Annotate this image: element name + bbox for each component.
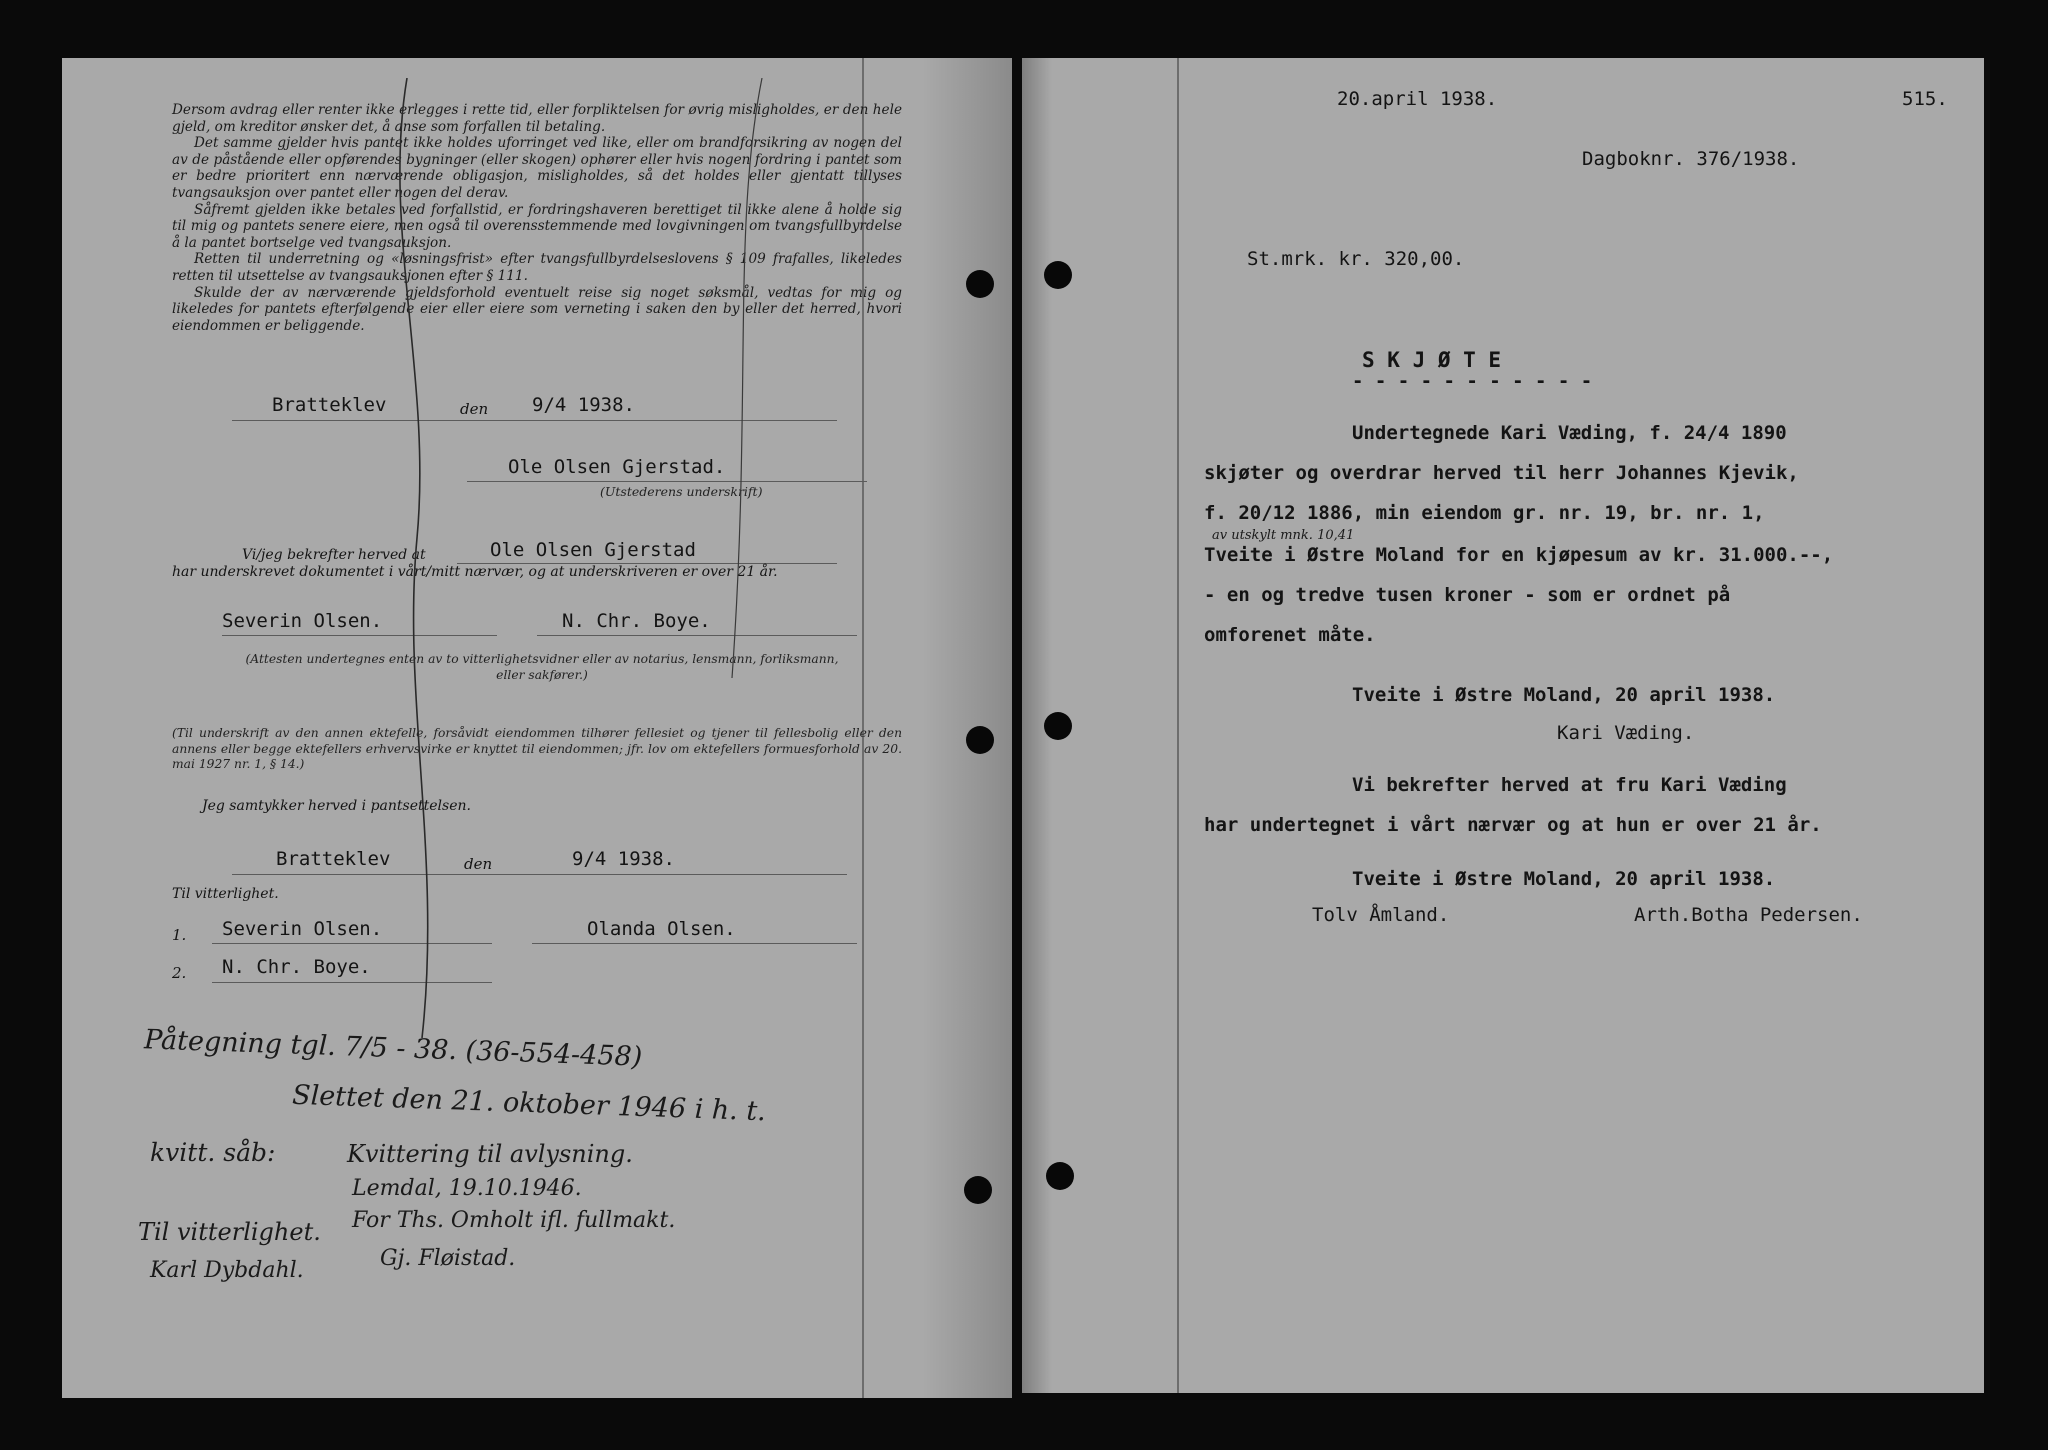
- witness-name-1: Tolv Åmland.: [1312, 904, 1450, 926]
- attest-statement: har underskrevet dokumentet i vårt/mitt nærvær, og at underskriveren er over 21 år.: [172, 564, 778, 580]
- deed-line: - en og tredve tusen kroner - som er ordnet på: [1204, 584, 1731, 606]
- handwritten-witness-label: Til vitterlighet.: [138, 1218, 321, 1246]
- deed-line: Undertegnede Kari Væding, f. 24/4 1890: [1352, 422, 1787, 444]
- confirm-line: Vi bekrefter herved at fru Kari Væding: [1352, 774, 1787, 796]
- punch-hole: [1044, 712, 1072, 740]
- handwritten-authorization: For Ths. Omholt ifl. fullmakt.: [352, 1208, 676, 1233]
- terms-paragraph: Skulde der av nærværende gjeldsforhold eventuelt reise sig noget søksmål, vedtas for mig og likeledes for pantets efterfølgende eier eller eiere som verneting i saken den by eller det herred, hvori eiendommen er beliggende.: [172, 284, 902, 334]
- left-page: [62, 58, 1012, 1398]
- punch-hole: [966, 726, 994, 754]
- title-underline: - - - - - - - - - - -: [1352, 370, 1593, 392]
- handwritten-note: kvitt. såb:: [150, 1138, 276, 1167]
- deed-line: skjøter og overdrar herved til herr Johannes Kjevik,: [1204, 462, 1799, 484]
- punch-hole: [964, 1176, 992, 1204]
- consent-statement: Jeg samtykker herved i pantsettelsen.: [202, 798, 471, 814]
- printed-terms: [172, 102, 902, 334]
- punch-hole: [1046, 1162, 1074, 1190]
- place-date: Tveite i Østre Moland, 20 april 1938.: [1352, 684, 1776, 706]
- handwritten-witness-signature: Karl Dybdahl.: [150, 1258, 304, 1283]
- handwritten-insertion: av utskylt mnk. 10,41: [1212, 528, 1355, 543]
- terms-paragraph: Retten til underretning og «løsningsfrist» efter tvangsfullbyrdelseslovens § 109 frafalles, likeledes retten til utsettelse av tvangsauksjonen efter § 111.: [172, 251, 902, 284]
- stamp-fee: St.mrk. kr. 320,00.: [1247, 248, 1465, 270]
- page-number: 515.: [1902, 88, 1948, 110]
- signer-name: Kari Væding.: [1557, 722, 1695, 744]
- spouse-note: (Til underskrift av den annen ektefelle, forsåvidt eiendommen tilhører fellesiet og tjener til fellesbolig eller den annens eller begge ektefellers erhvervsvirke er knyttet til eiendommen; jfr. lov om ektefellers formuesforhold av 20. mai 1927 nr. 1, § 14.): [172, 726, 902, 771]
- date-field-2: 9/4 1938.: [572, 848, 675, 870]
- date-header: 20.april 1938.: [1337, 88, 1498, 110]
- terms-paragraph: Dersom avdrag eller renter ikke erlegges i rette tid, eller forpliktelsen for øvrig misligholdes, er den hele gjeld, om kreditor ønsker det, å anse som forfallen til betaling.: [172, 102, 902, 135]
- terms-paragraph: Såfremt gjelden ikke betales ved forfallstid, er fordringshaveren berettiget til ikke alene å holde sig til mig og pantets senere eiere, men også til overensstemmende med lovgivningen om tvangsfullbyrdelse å la pantet bortselge ved tvangsauksjon.: [172, 201, 902, 251]
- handwritten-endorsement: Påtegning tgl. 7/5 - 38. (36-554-458): [143, 1024, 643, 1073]
- vitne-signature-2: N. Chr. Boye.: [222, 956, 371, 978]
- place-field-2: Bratteklev: [276, 848, 391, 870]
- issuer-caption: (Utstederens underskrift): [600, 484, 763, 499]
- handwritten-signature: Gj. Fløistad.: [380, 1246, 516, 1271]
- handwritten-place-date: Lemdal, 19.10.1946.: [352, 1176, 582, 1201]
- witness-number-1: 1.: [172, 926, 187, 944]
- dagbok-number: Dagboknr. 376/1938.: [1582, 148, 1800, 170]
- fill-line: [537, 635, 857, 636]
- date-field: 9/4 1938.: [532, 394, 635, 416]
- confirm-line: har undertegnet i vårt nærvær og at hun er over 21 år.: [1204, 814, 1822, 836]
- vitne-signature-1: Severin Olsen.: [222, 918, 383, 940]
- den-label-2: den: [464, 855, 493, 873]
- attest-prefix: Vi/jeg bekrefter herved at: [242, 547, 426, 563]
- deed-line: f. 20/12 1886, min eiendom gr. nr. 19, br. nr. 1,: [1204, 502, 1765, 524]
- attest-note: (Attesten undertegnes enten av to vitterlighetsvidner eller av notarius, lensmann, forliksmann, eller sakfører.): [245, 652, 839, 682]
- fill-line: [467, 481, 867, 482]
- place-date-2: Tveite i Østre Moland, 20 april 1938.: [1352, 868, 1776, 890]
- fill-line: [232, 874, 847, 875]
- vitterlighet-label: Til vitterlighet.: [172, 886, 279, 902]
- deed-line: omforenet måte.: [1204, 624, 1376, 646]
- witness-signature-2: N. Chr. Boye.: [562, 610, 711, 632]
- punch-hole: [1044, 261, 1072, 289]
- handwritten-cancellation: Slettet den 21. oktober 1946 i h. t.: [291, 1079, 767, 1128]
- terms-paragraph: Det samme gjelder hvis pantet ikke holdes uforringet ved like, eller om brandforsikring av nogen del av de påstående eller opførendes bygninger (eller skogen) ophører eller hvis nogen fordring i pantet som er bedre prioritert enn nærværende obligasjon, misligholdes, så det holdes eller gjentatt tillyses tvangsauksjon over pantet eller nogen del derav.: [172, 135, 902, 201]
- witness-signature-1: Severin Olsen.: [222, 610, 383, 632]
- issuer-signature: Ole Olsen Gjerstad.: [508, 456, 726, 478]
- pen-stroke: [362, 78, 482, 1068]
- document-title: S K J Ø T E: [1362, 348, 1502, 372]
- den-label: den: [460, 400, 489, 418]
- handwritten-receipt: Kvittering til avlysning.: [347, 1140, 633, 1168]
- witness-name-2: Arth.Botha Pedersen.: [1634, 904, 1863, 926]
- pen-stroke: [702, 78, 782, 698]
- right-page: [1022, 58, 1984, 1393]
- fill-line: [532, 943, 857, 944]
- attest-name: Ole Olsen Gjerstad: [490, 539, 696, 561]
- spouse-signature: Olanda Olsen.: [587, 918, 736, 940]
- deed-line: Tveite i Østre Moland for en kjøpesum av kr. 31.000.--,: [1204, 544, 1834, 566]
- witness-number-2: 2.: [172, 964, 187, 982]
- margin-rule: [1177, 58, 1179, 1393]
- place-field: Bratteklev: [272, 394, 387, 416]
- punch-hole: [966, 270, 994, 298]
